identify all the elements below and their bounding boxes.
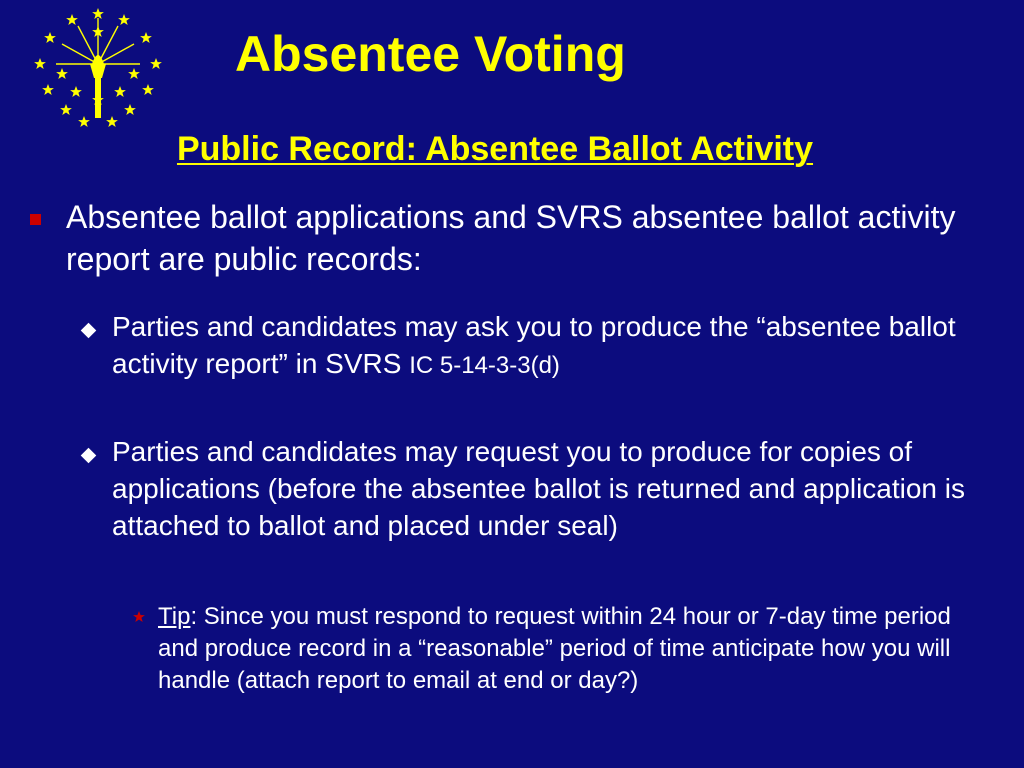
bullet-activity-report <box>112 308 972 384</box>
bullet-public-records: Absentee ballot applications and SVRS absentee ballot activity report are public records: <box>66 199 956 277</box>
tip-body: : Since you must respond to request within 24 hour or 7-day time period and produce record in a “reasonable” period of time anticipate how you will handle (attach report to email at end or day?) <box>158 603 951 694</box>
square-bullet-icon <box>30 214 41 225</box>
indiana-torch-logo-icon <box>26 6 174 136</box>
statute-citation: IC 5-14-3-3(d) <box>409 352 560 379</box>
subtitle-text: Public Record: Absentee Ballot Activity <box>176 130 814 168</box>
slide-title: Absentee Voting <box>235 26 626 82</box>
bullet-copies-of-applications: Parties and candidates may request you to produce for copies of applications (before the absentee ballot is returned and application is attached to ballot and placed under seal) <box>112 436 966 541</box>
tip-text <box>158 601 958 697</box>
diamond-bullet-icon <box>81 448 97 464</box>
bullet-activity-report-text: Parties and candidates may ask you to produce the “absentee ballot activity report” in SVRS <box>112 311 956 379</box>
diamond-bullet-icon <box>81 323 97 339</box>
slide-subtitle <box>0 128 990 170</box>
star-bullet-icon <box>132 610 146 624</box>
tip-label: Tip <box>158 603 191 630</box>
